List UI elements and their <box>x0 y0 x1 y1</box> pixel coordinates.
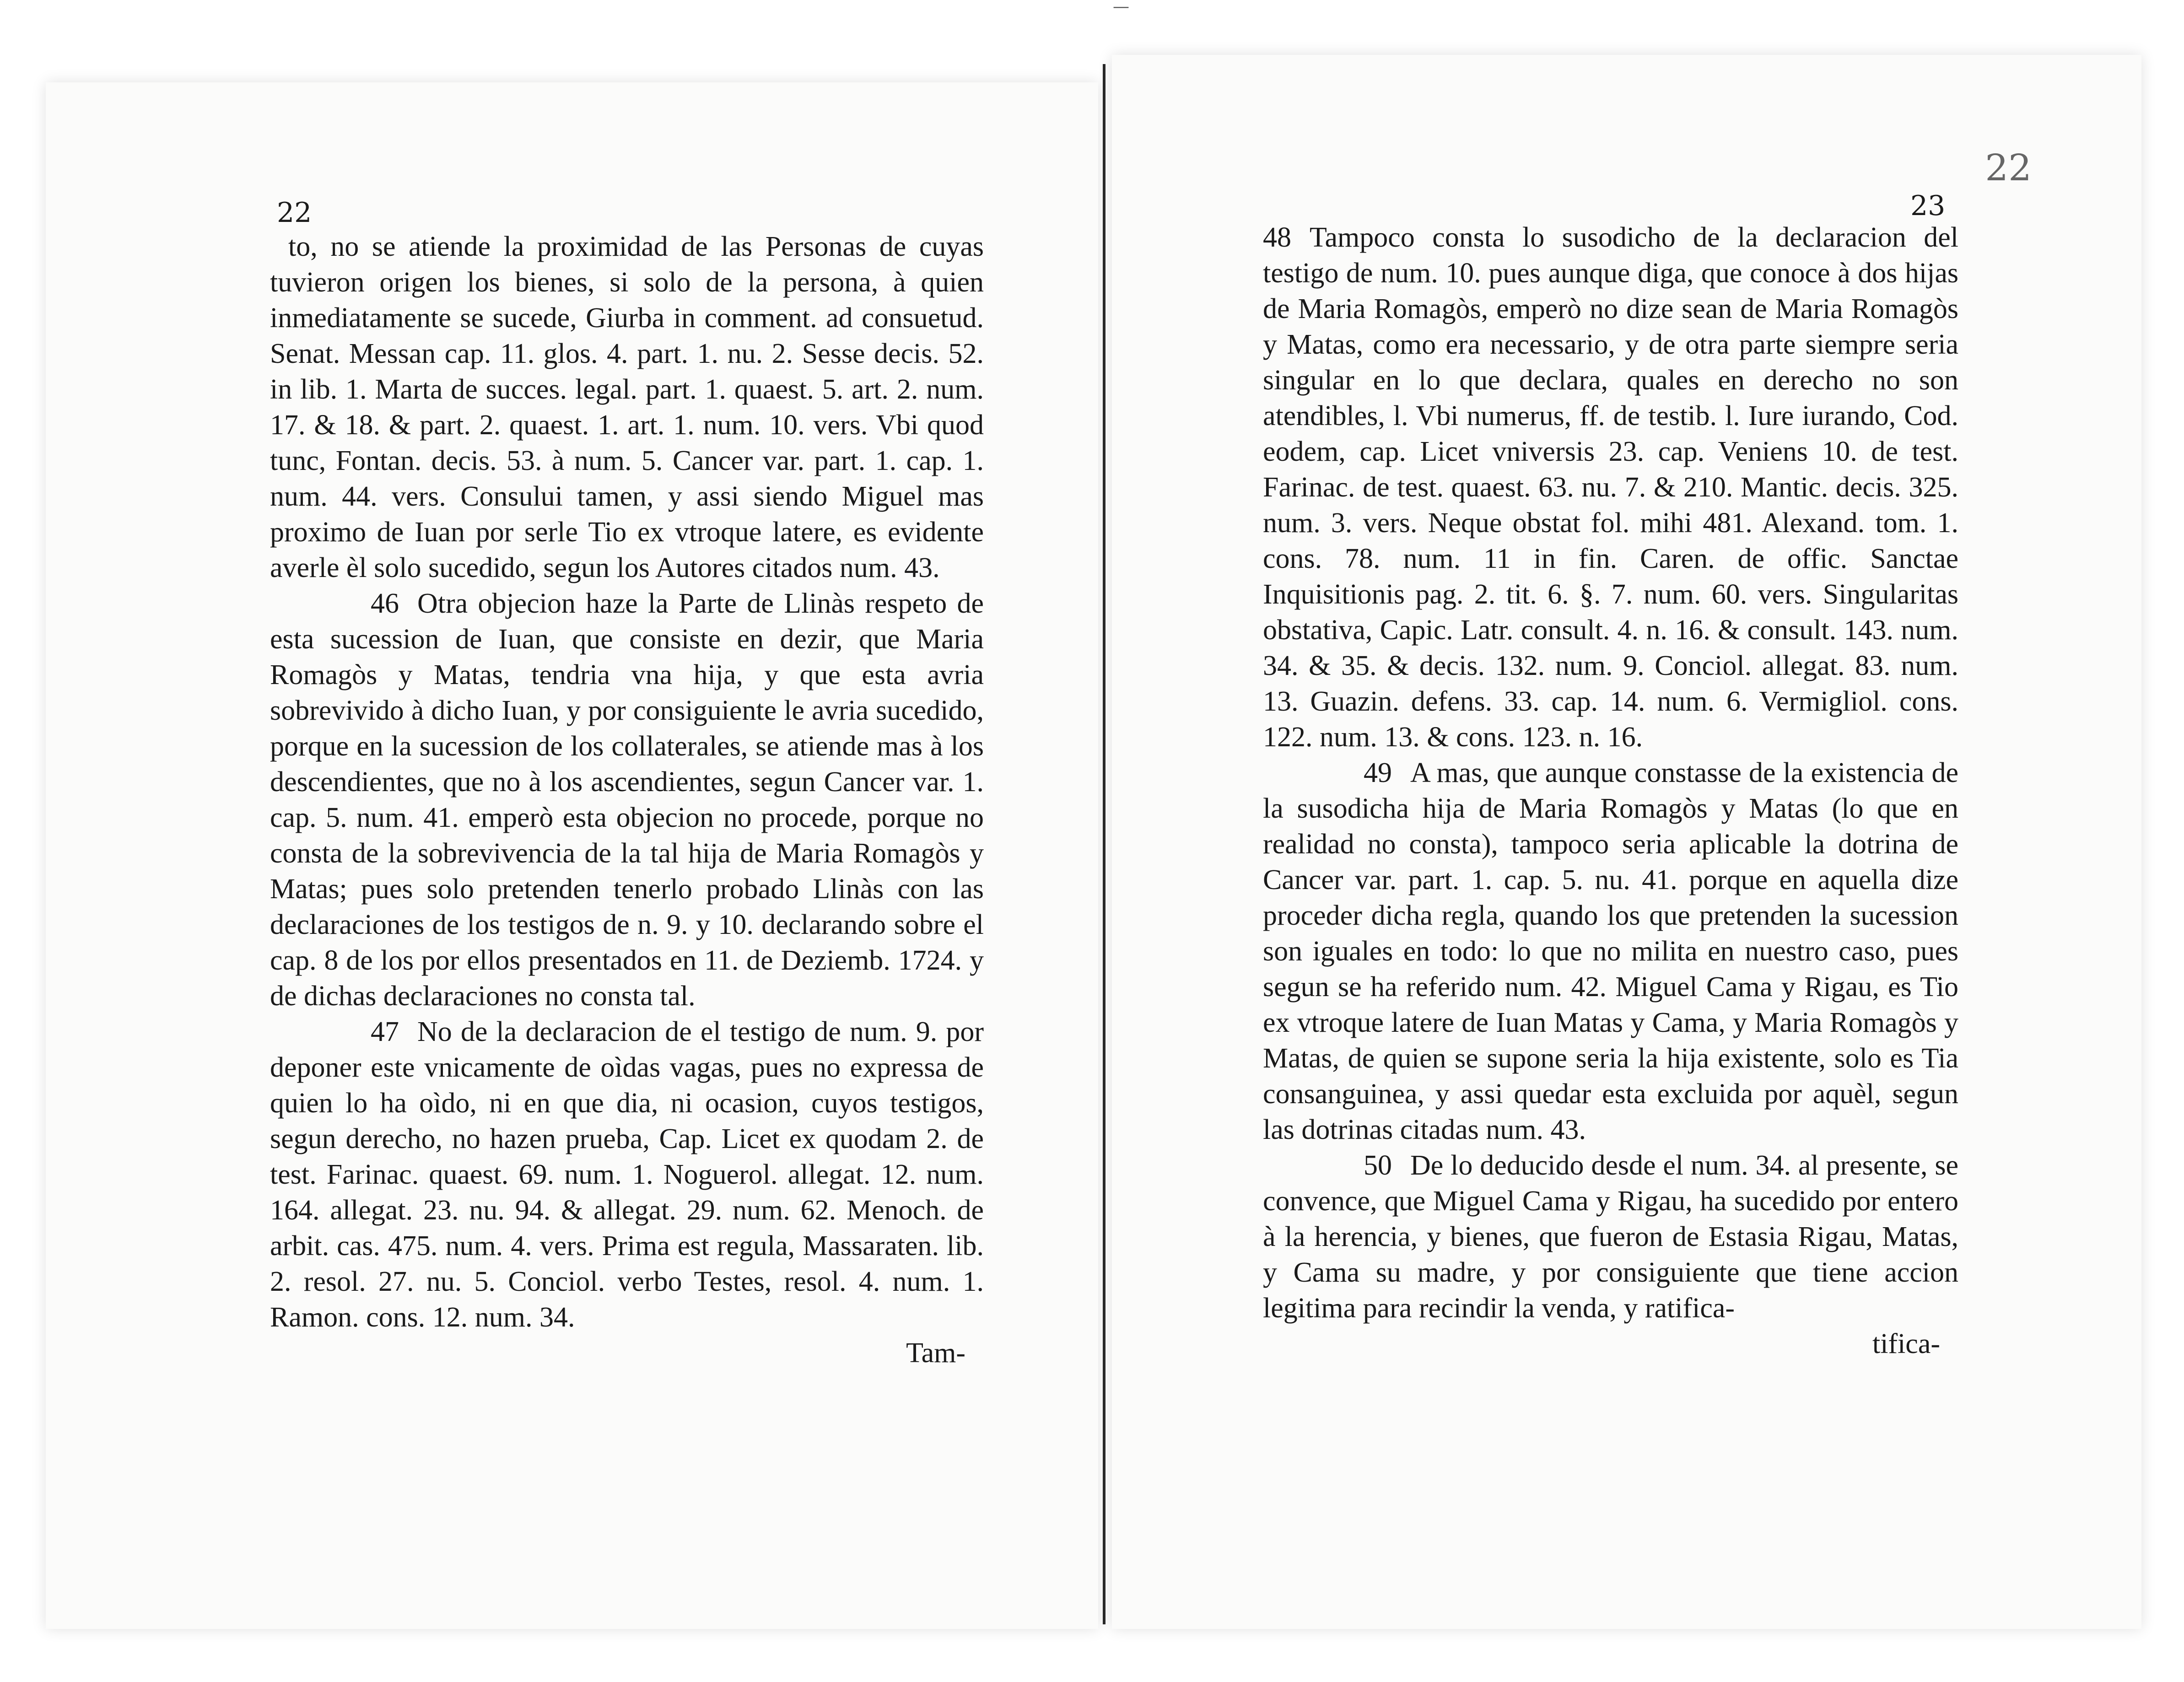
margin-mark: 22 <box>1985 146 2032 189</box>
paragraph <box>1263 755 1958 1148</box>
paragraph-number: 48 <box>1263 222 1291 253</box>
gutter-line <box>1103 64 1105 1624</box>
gutter-marks: — <box>1113 0 1129 16</box>
catchword-text: tifica- <box>1872 1328 1940 1359</box>
paragraph-number: 46 <box>371 588 399 619</box>
right-page-number: 23 <box>1910 190 1946 222</box>
paragraph-text: Otra objecion haze la Parte de Llinàs respeto de esta sucession de Iuan, que consiste en dezir, que Maria Romagòs y Matas, tendria vna hija, y que esta avria sobrevivido à dicho Iuan, y por consiguiente le avria sucedido, porque en la sucession de los collaterales, se atiende mas à los descendientes, que no à los ascendientes, segun Cancer var. 1. cap. 5. num. 41. emperò esta objecion no procede, porque no consta de la sobrevivencia de la tal hija de Maria Romagòs y Matas; pues solo pretenden tenerlo probado Llinàs con las declaraciones de los testigos de n. 9. y 10. declarando sobre el cap. 8 de los por ellos presentados en 11. de Deziemb. 1724. y de dichas declaraciones no consta tal. <box>270 588 984 1012</box>
paragraph-text: to, no se atiende la proximidad de las Personas de cuyas tuvieron origen los bienes, si solo de la persona, à quien inmediatamente se sucede, Giurba in comment. ad consuetud. Senat. Messan cap. 11. glos. 4. part. 1. nu. 2. Sesse decis. 52. in lib. 1. Marta de succes. legal. part. 1. quaest. 5. art. 2. num. 17. & 18. & part. 2. quaest. 1. art. 1. num. 10. vers. Vbi quod tunc, Fontan. decis. 53. à num. 5. Cancer var. part. 1. cap. 1. num. 44. vers. Consului tamen, y assi siendo Miguel mas proximo de Iuan por serle Tio ex vtroque latere, es evidente averle èl solo sucedido, segun los Autores citados num. 43. <box>270 231 984 583</box>
left-page-body <box>270 229 984 1371</box>
catchword-text: Tam- <box>906 1337 965 1369</box>
paragraph-text: De lo deducido desde el num. 34. al presente, se convence, que Miguel Cama y Rigau, ha sucedido por entero à la herencia, y bienes, que fueron de Estasia Rigau, Matas, y Cama su madre, y por consiguiente que tiene accion legitima para recindir la venda, y ratifica- <box>1263 1150 1958 1324</box>
right-page <box>1112 55 2141 1629</box>
paragraph-number: 49 <box>1364 757 1392 788</box>
paragraph <box>270 229 984 586</box>
paragraph-text: A mas, que aunque constasse de la existencia de la susodicha hija de Maria Romagòs y Matas (lo que en realidad no consta), tampoco seria aplicable la dotrina de Cancer var. part. 1. cap. 5. nu. 41. porque en aquella dize proceder dicha regla, quando los que pretenden la sucession son iguales en todo: lo que no milita en nuestro caso, pues segun se ha referido num. 42. Miguel Cama y Rigau, es Tio ex vtroque latere de Iuan Matas y Cama, y Maria Romagòs y Matas, de quien se supone seria la hija existente, solo es Tia consanguinea, y assi quedar esta excluida por aquèl, segun las dotrinas citadas num. 43. <box>1263 757 1958 1145</box>
paragraph <box>1263 1148 1958 1326</box>
paragraph-number: 47 <box>371 1016 399 1047</box>
paragraph <box>270 586 984 1014</box>
left-page-number: 22 <box>277 197 312 229</box>
catchword <box>270 1335 984 1371</box>
paragraph <box>270 1014 984 1335</box>
catchword <box>1263 1326 1958 1362</box>
paragraph <box>1263 220 1958 755</box>
paragraph-text: Tampoco consta lo susodicho de la declaracion del testigo de num. 10. pues aunque diga, que conoce à dos hijas de Maria Romagòs, emperò no dize sean de Maria Romagòs y Matas, como era necessario, y de otra parte siempre seria singular en lo que declara, quales en derecho no son atendibles, l. Vbi numerus, ff. de testib. l. Iure iurando, Cod. eodem, cap. Licet vniversis 23. cap. Veniens 10. de test. Farinac. de test. quaest. 63. nu. 7. & 210. Mantic. decis. 325. num. 3. vers. Neque obstat fol. mihi 481. Alexand. tom. 1. cons. 78. num. 11 in fin. Caren. de offic. Sanctae Inquisitionis pag. 2. tit. 6. §. 7. num. 60. vers. Singularitas obstativa, Capic. Latr. consult. 4. n. 16. & consult. 143. num. 34. & 35. & decis. 132. num. 9. Conciol. allegat. 83. num. 13. Guazin. defens. 33. cap. 14. num. 6. Vermigliol. cons. 122. num. 13. & cons. 123. n. 16. <box>1263 222 1958 753</box>
left-page <box>46 82 1098 1629</box>
paragraph-text: No de la declaracion de el testigo de num. 9. por deponer este vnicamente de oìdas vagas, pues no expressa de quien lo ha oìdo, ni en que dia, ni ocasion, cuyos testigos, segun derecho, no hazen prueba, Cap. Licet ex quodam 2. de test. Farinac. quaest. 69. num. 1. Noguerol. allegat. 12. num. 164. allegat. 23. nu. 94. & allegat. 29. num. 62. Menoch. de arbit. cas. 475. num. 4. vers. Prima est regula, Massaraten. lib. 2. resol. 27. nu. 5. Conciol. verbo Testes, resol. 4. num. 1. Ramon. cons. 12. num. 34. <box>270 1016 984 1333</box>
paragraph-number: 50 <box>1364 1150 1392 1181</box>
right-page-body <box>1263 220 1958 1362</box>
